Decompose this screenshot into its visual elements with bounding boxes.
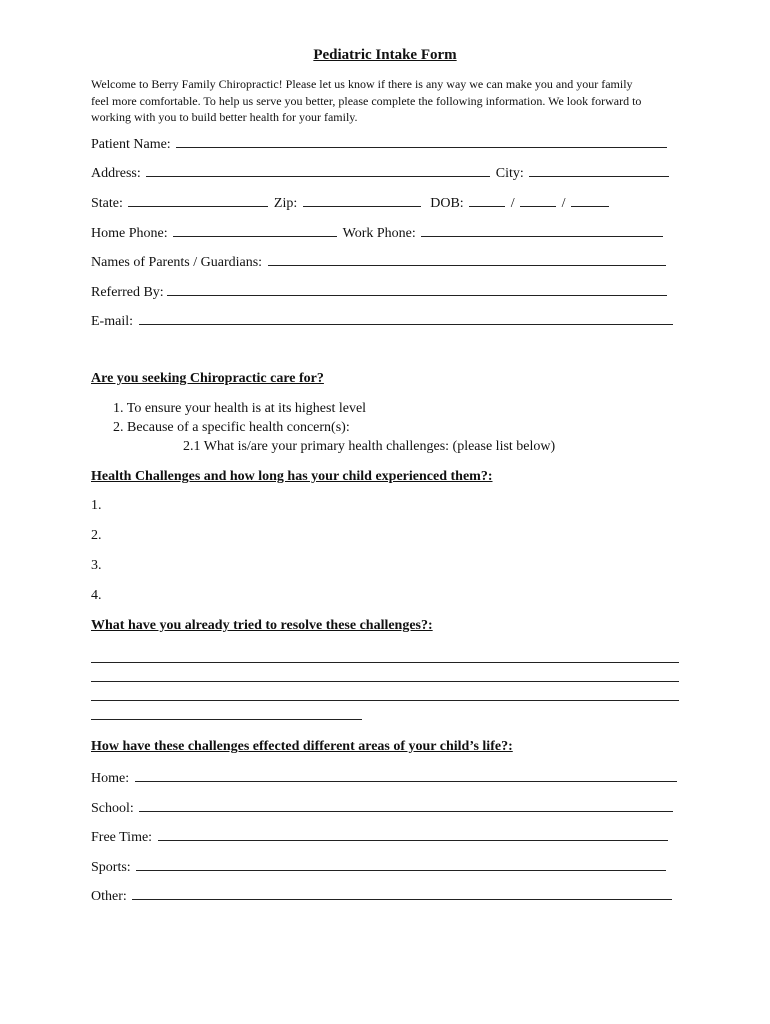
challenge-number: 4. (91, 588, 102, 603)
home-phone-label: Home Phone: (91, 226, 168, 241)
school-row (91, 798, 675, 818)
dob-separator: / (510, 196, 515, 211)
form-title: Pediatric Intake Form (313, 47, 457, 63)
other-row (91, 886, 674, 906)
city-field[interactable] (529, 163, 669, 177)
dob-month-field[interactable] (469, 193, 505, 207)
phone-row (91, 223, 665, 243)
challenge-number: 3. (91, 558, 102, 573)
sports-row (91, 857, 668, 877)
care-option-1: 1. To ensure your health is at its highest level (113, 401, 367, 416)
dob-day-field[interactable] (520, 193, 556, 207)
challenges-heading: Health Challenges and how long has your child experienced them?: (91, 469, 493, 484)
free-time-label: Free Time: (91, 830, 153, 845)
dob-label: DOB: (430, 196, 464, 211)
free-time-field[interactable] (158, 827, 668, 841)
parents-field[interactable] (268, 252, 666, 266)
work-phone-field[interactable] (421, 223, 663, 237)
referred-row (91, 282, 669, 302)
zip-label: Zip: (273, 196, 298, 211)
patient-name-row (91, 134, 669, 154)
referred-by-label: Referred By: (91, 285, 164, 300)
challenge-number: 2. (91, 528, 102, 543)
patient-name-label: Patient Name: (91, 137, 171, 152)
home-row (91, 768, 679, 788)
care-heading: Are you seeking Chiropractic care for? (91, 371, 324, 386)
email-label: E-mail: (91, 314, 133, 329)
sports-field[interactable] (136, 857, 666, 871)
tried-answer-line[interactable] (91, 681, 679, 682)
areas-heading: How have these challenges effected different areas of your child’s life?: (91, 739, 513, 754)
address-label: Address: (91, 166, 141, 181)
tried-answer-line[interactable] (91, 662, 679, 663)
state-field[interactable] (128, 193, 268, 207)
zip-field[interactable] (303, 193, 421, 207)
parents-label: Names of Parents / Guardians: (91, 255, 263, 270)
school-field[interactable] (139, 798, 673, 812)
intro-line: working with you to build better health for your family. (91, 110, 358, 124)
dob-year-field[interactable] (571, 193, 609, 207)
intro-paragraph (91, 76, 691, 126)
referred-by-field[interactable] (167, 282, 667, 296)
challenge-number: 1. (91, 498, 102, 513)
tried-answer-line[interactable] (91, 719, 362, 720)
home-phone-field[interactable] (173, 223, 337, 237)
patient-name-field[interactable] (176, 134, 667, 148)
other-label: Other: (91, 889, 127, 904)
state-zip-dob-row (91, 193, 611, 213)
other-field[interactable] (132, 886, 672, 900)
state-label: State: (91, 196, 123, 211)
sports-label: Sports: (91, 860, 131, 875)
care-suboption: 2.1 What is/are your primary health challenges: (please list below) (183, 439, 556, 454)
work-phone-label: Work Phone: (342, 226, 416, 241)
address-row (91, 163, 671, 183)
free-time-row (91, 827, 670, 847)
dob-separator: / (561, 196, 566, 211)
intro-line: Welcome to Berry Family Chiropractic! Please let us know if there is any way we can make you and your family (91, 77, 633, 91)
email-row (91, 311, 675, 331)
care-option-2: 2. Because of a specific health concern(s): (113, 420, 350, 435)
home-field[interactable] (135, 768, 677, 782)
intro-line: feel more comfortable. To help us serve you better, please complete the following information. We look forward to (91, 93, 642, 108)
email-field[interactable] (139, 311, 673, 325)
school-label: School: (91, 801, 134, 816)
tried-heading: What have you already tried to resolve these challenges?: (91, 618, 433, 633)
city-label: City: (495, 166, 524, 181)
tried-answer-line[interactable] (91, 700, 679, 701)
home-label: Home: (91, 771, 130, 786)
address-field[interactable] (146, 163, 490, 177)
parents-row (91, 252, 668, 272)
